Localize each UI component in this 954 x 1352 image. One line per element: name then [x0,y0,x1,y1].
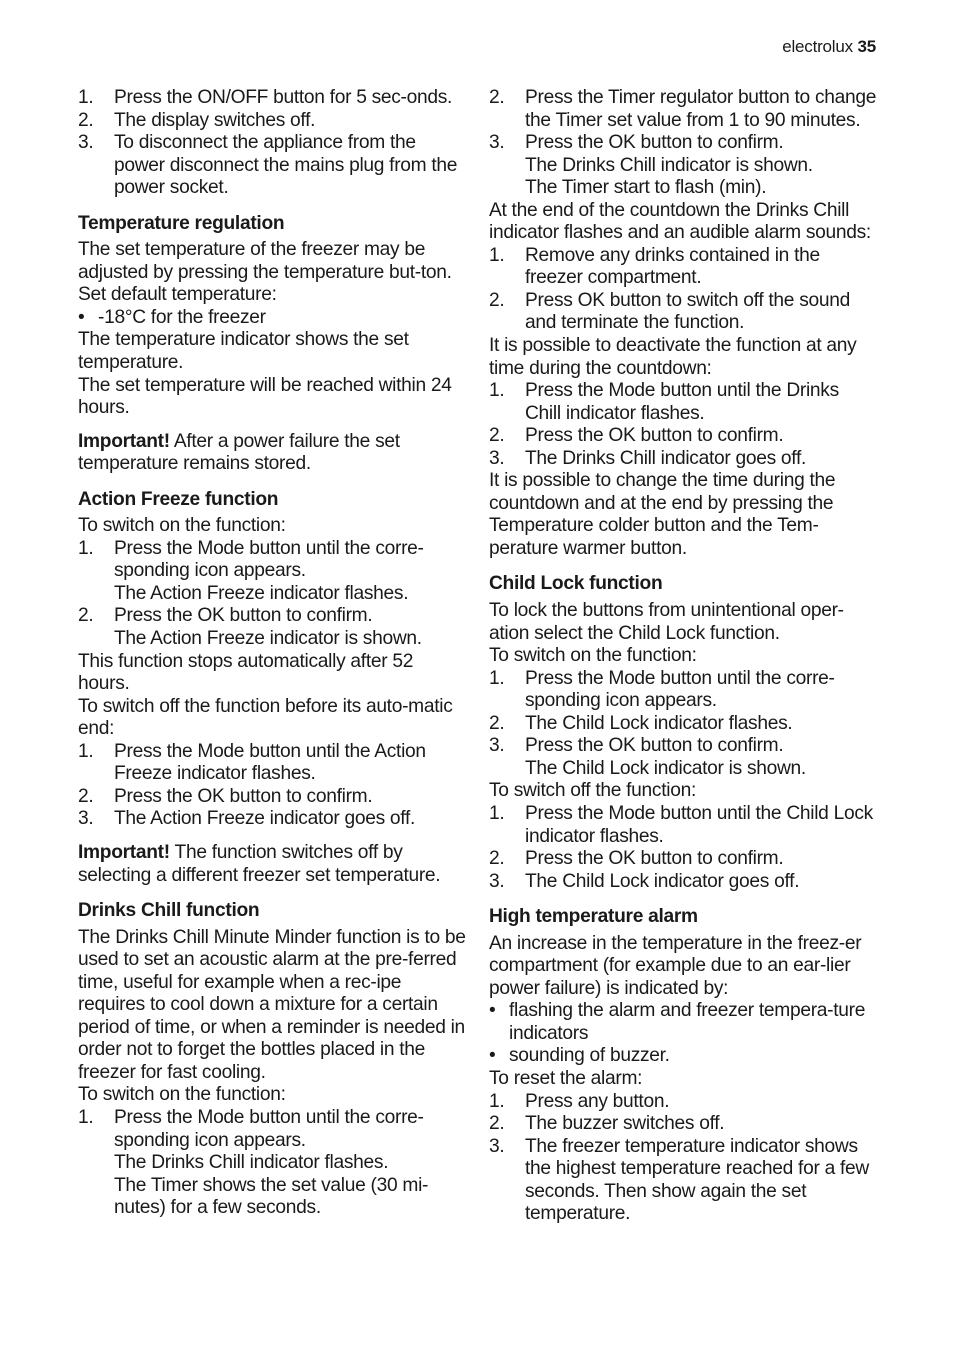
step-number: 2. [489,712,505,734]
paragraph: The temperature indicator shows the set temperature. [78,329,409,374]
list-item [489,1113,879,1136]
bullet-icon: • [489,1045,496,1067]
page-header [782,36,876,58]
step-number: 3. [78,132,94,154]
list-item [78,741,468,786]
list-item [78,132,468,200]
step-number: 1. [489,1090,505,1112]
important-label: Important! [78,841,170,863]
step-note: The Action Freeze indicator is shown. [114,628,422,650]
paragraph: To lock the buttons from unintentional oper-ation select the Child Lock function. [489,600,844,644]
step-note: The Action Freeze indicator flashes. [114,582,409,604]
step-number: 1. [78,537,94,559]
list-item [489,132,879,155]
bullet-item [489,1000,879,1045]
list-item [489,713,879,736]
step-number: 2. [489,1113,505,1135]
list-item [78,110,468,133]
step-number: 2. [489,87,505,108]
step-text: Press the Timer regulator button to change the Timer set value from 1 to 90 minutes. [525,87,877,131]
bullet-icon: • [78,306,85,328]
step-number: 2. [78,785,94,807]
heading-drinks-chill: Drinks Chill function [78,900,260,922]
step-text: Press the OK button to confirm. [114,605,373,627]
step-text: The freezer temperature indicator shows the highest temperature reached for a few seconds. Then show again the set temperature. [525,1135,869,1225]
step-text: Press any button. [525,1090,670,1112]
step-note: The Drinks Chill indicator flashes. [114,1152,389,1174]
step-text: The buzzer switches off. [525,1113,725,1135]
important-label: Important! [78,430,170,452]
paragraph: It is possible to deactivate the function at any time during the countdown: [489,335,857,379]
paragraph: To switch on the function: [78,515,286,537]
paragraph: An increase in the temperature in the freez-er compartment (for example due to an ear-lier power failure) is indicated by: [489,932,862,999]
step-number: 3. [78,808,94,830]
step-number: 1. [489,802,505,824]
left-column [78,87,468,1220]
page-number: 35 [857,37,876,56]
list-item [78,538,468,583]
step-text: Press the OK button to confirm. [525,735,784,757]
list-item [489,380,879,425]
list-item [489,425,879,448]
step-number: 3. [489,132,505,154]
list-item [489,848,879,871]
step-number: 3. [489,735,505,757]
important-text: The function switches off by selecting a different freezer set temperature. [78,841,441,886]
step-number: 1. [489,380,505,402]
heading-child-lock: Child Lock function [489,573,663,595]
step-number: 1. [489,667,505,689]
paragraph: This function stops automatically after 52 hours. [78,650,414,695]
list-item [489,1091,879,1114]
list-item [78,87,468,110]
step-note: The Timer start to flash (min). [525,177,767,199]
list-item [489,245,879,290]
brand-name: electrolux [782,37,853,56]
list-item [489,871,879,894]
step-number: 2. [489,289,505,311]
step-note: The Timer shows the set value (30 mi-nutes) for a few seconds. [114,1174,429,1219]
paragraph: It is possible to change the time during the countdown and at the end by pressing the Temperature colder button and the Tem-perature warmer button. [489,470,836,559]
right-column [489,87,879,1226]
paragraph: Set default temperature: [78,284,277,306]
important-note [78,842,468,887]
paragraph: The set temperature will be reached within 24 hours. [78,374,452,419]
step-number: 1. [489,244,505,266]
step-text: Press the OK button to confirm. [525,425,784,447]
step-text: Press the ON/OFF button for 5 sec-onds. [114,87,453,108]
list-item [489,1136,879,1226]
step-text: Press the Mode button until the corre-sponding icon appears. [114,1106,424,1151]
step-number: 1. [78,87,94,108]
bullet-icon: • [489,1000,496,1022]
step-number: 3. [489,447,505,469]
bullet-item [78,307,468,330]
list-item [78,786,468,809]
heading-temperature-regulation: Temperature regulation [78,212,285,234]
step-number: 2. [489,848,505,870]
step-number: 3. [489,870,505,892]
step-text: Press the OK button to confirm. [114,785,373,807]
list-item [489,87,879,132]
step-text: Press the Mode button until the Action Freeze indicator flashes. [114,740,426,785]
paragraph: At the end of the countdown the Drinks Chill indicator flashes and an audible alarm sounds: [489,199,871,244]
step-text: Press the Mode button until the corre-sponding icon appears. [114,537,424,582]
bullet-item [489,1045,879,1068]
step-number: 1. [78,740,94,762]
heading-action-freeze: Action Freeze function [78,488,279,510]
step-text: Press the OK button to confirm. [525,132,784,154]
step-note: The Drinks Chill indicator is shown. [525,154,813,176]
step-note: The Child Lock indicator is shown. [525,757,806,779]
paragraph: To switch off the function before its auto-matic end: [78,695,453,740]
list-item [489,735,879,758]
step-number: 1. [78,1106,94,1128]
step-number: 2. [78,109,94,131]
important-note [78,431,468,476]
paragraph: The Drinks Chill Minute Minder function is to be used to set an acoustic alarm at the pre-ferred time, useful for example when a rec-ipe requires to cool down a mixture for a certain period of time, or when a reminder is needed in order not to forget the bottles placed in the freezer for fast cooling. [78,926,466,1083]
list-item [489,803,879,848]
list-item [489,668,879,713]
step-number: 3. [489,1135,505,1157]
paragraph: The set temperature of the freezer may be adjusted by pressing the temperature but-ton. [78,239,452,283]
step-text: To disconnect the appliance from the power disconnect the mains plug from the power socket. [114,132,458,199]
list-item [78,605,468,628]
step-number: 2. [489,425,505,447]
step-number: 2. [78,605,94,627]
paragraph: To switch on the function: [78,1084,286,1106]
step-text: Press the Mode button until the Drinks Chill indicator flashes. [525,380,839,424]
step-text: Press OK button to switch off the sound and terminate the function. [525,289,850,334]
step-text: The display switches off. [114,109,316,131]
step-text: The Drinks Chill indicator goes off. [525,447,807,469]
step-text: Press the Mode button until the Child Lock indicator flashes. [525,802,873,847]
step-text: The Action Freeze indicator goes off. [114,808,416,830]
heading-high-temperature-alarm: High temperature alarm [489,906,698,928]
step-text: The Child Lock indicator goes off. [525,870,800,892]
list-item [78,1107,468,1152]
important-text: After a power failure the set temperature remains stored. [78,430,400,475]
list-item [489,290,879,335]
step-text: Remove any drinks contained in the freezer compartment. [525,244,820,289]
intro-steps [78,87,468,200]
paragraph: To reset the alarm: [489,1067,643,1089]
bullet-text: flashing the alarm and freezer tempera-ture indicators [509,1000,866,1044]
step-text: Press the Mode button until the corre-sponding icon appears. [525,667,835,712]
list-item [78,808,468,831]
paragraph: To switch on the function: [489,645,697,667]
bullet-text: sounding of buzzer. [509,1045,670,1067]
paragraph: To switch off the function: [489,780,696,802]
list-item [489,448,879,471]
bullet-text: -18°C for the freezer [98,306,266,328]
step-text: The Child Lock indicator flashes. [525,712,793,734]
step-text: Press the OK button to confirm. [525,848,784,870]
